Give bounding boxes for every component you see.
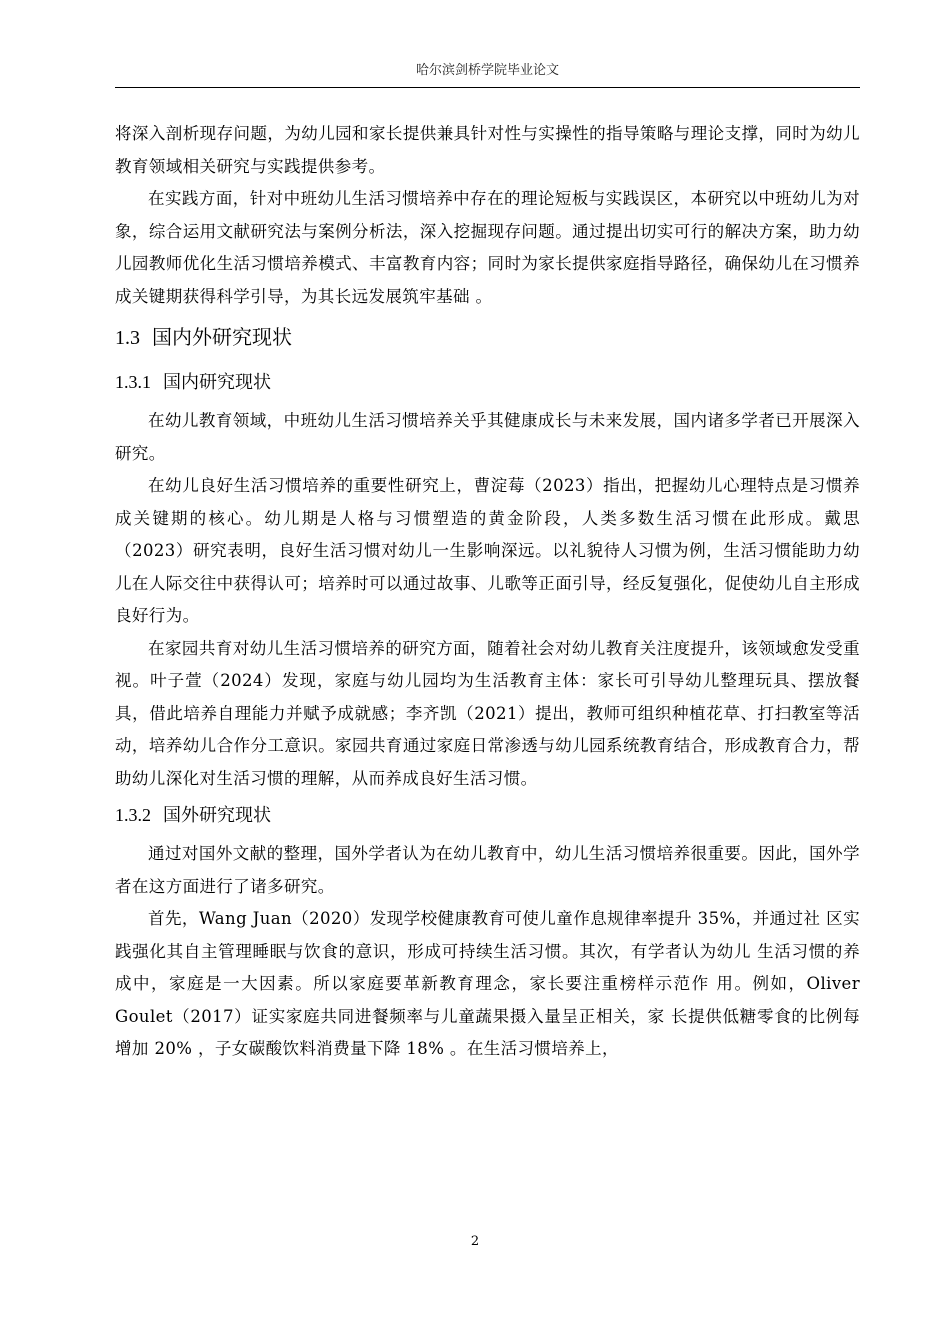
- paragraph-7: 首先，Wang Juan（2020）发现学校健康教育可使儿童作息规律率提升 35%，并通过社 区实践强化其自主管理睡眠与饮食的意识，形成可持续生活习惯。其次，有学者认为幼儿 生活习惯的养成中，家庭是一大因素。所以家庭要革新教育理念，家长要注重榜样示范作 用。例如，Oliver Goulet（2017）证实家庭共同进餐频率与儿童蔬果摄入量呈正相关，家 长提供低糖零食的比例每增加 20% ，子女碳酸饮料消费量下降 18% 。在生活习惯培养上，: [115, 909, 860, 1058]
- paragraph-6: 通过对国外文献的整理，国外学者认为在幼儿教育中，幼儿生活习惯培养很重要。因此，国外学者在这方面进行了诸多研究。: [115, 844, 860, 896]
- section-number: 1.3.1: [115, 372, 151, 392]
- paragraph-2: 在实践方面，针对中班幼儿生活习惯培养中存在的理论短板与实践误区，本研究以中班幼儿为对象，综合运用文献研究法与案例分析法，深入挖掘现存问题。通过提出切实可行的解决方案，助力幼儿园教师优化生活习惯培养模式、丰富教育内容；同时为家长提供家庭指导路径，确保幼儿在习惯养成关键期获得科学引导，为其长远发展筑牢基础 。: [115, 189, 860, 306]
- page-header: 哈尔滨剑桥学院毕业论文: [415, 63, 559, 78]
- paragraph-1: 将深入剖析现存问题，为幼儿园和家长提供兼具针对性与实操性的指导策略与理论支撑，同时为幼儿教育领域相关研究与实践提供参考。: [115, 124, 860, 176]
- paragraph-4: 在幼儿良好生活习惯培养的重要性研究上，曹淀莓（2023）指出，把握幼儿心理特点是习惯养成关键期的核心。幼儿期是人格与习惯塑造的黄金阶段，人类多数生活习惯在此形成。戴思（2023）研究表明，良好生活习惯对幼儿一生影响深远。以礼貌待人习惯为例，生活习惯能助力幼儿在人际交往中获得认可；培养时可以通过故事、儿歌等正面引导，经反复强化，促使幼儿自主形成良好行为。: [115, 476, 860, 625]
- document-body: [115, 118, 860, 1066]
- section-title: 国外研究现状: [163, 805, 271, 826]
- section-heading-1-3-2: [115, 797, 860, 834]
- section-heading-1-3: [115, 317, 860, 358]
- section-number: 1.3.2: [115, 805, 151, 825]
- section-title: 国内外研究现状: [152, 325, 292, 349]
- paragraph-5: 在家园共育对幼儿生活习惯培养的研究方面，随着社会对幼儿教育关注度提升，该领域愈发受重视。叶子萱（2024）发现，家庭与幼儿园均为生活教育主体：家长可引导幼儿整理玩具、摆放餐具，借此培养自理能力并赋予成就感；李齐凯（2021）提出，教师可组织种植花草、打扫教室等活动，培养幼儿合作分工意识。家园共育通过家庭日常渗透与幼儿园系统教育结合，形成教育合力，帮助幼儿深化对生活习惯的理解，从而养成良好生活习惯。: [115, 638, 860, 788]
- page-number: 2: [470, 1234, 480, 1249]
- section-number: 1.3: [115, 327, 140, 349]
- header-divider: [115, 87, 860, 88]
- section-title: 国内研究现状: [163, 372, 271, 393]
- paragraph-3: 在幼儿教育领域，中班幼儿生活习惯培养关乎其健康成长与未来发展，国内诸多学者已开展深入研究。: [115, 411, 860, 463]
- section-heading-1-3-1: [115, 364, 860, 401]
